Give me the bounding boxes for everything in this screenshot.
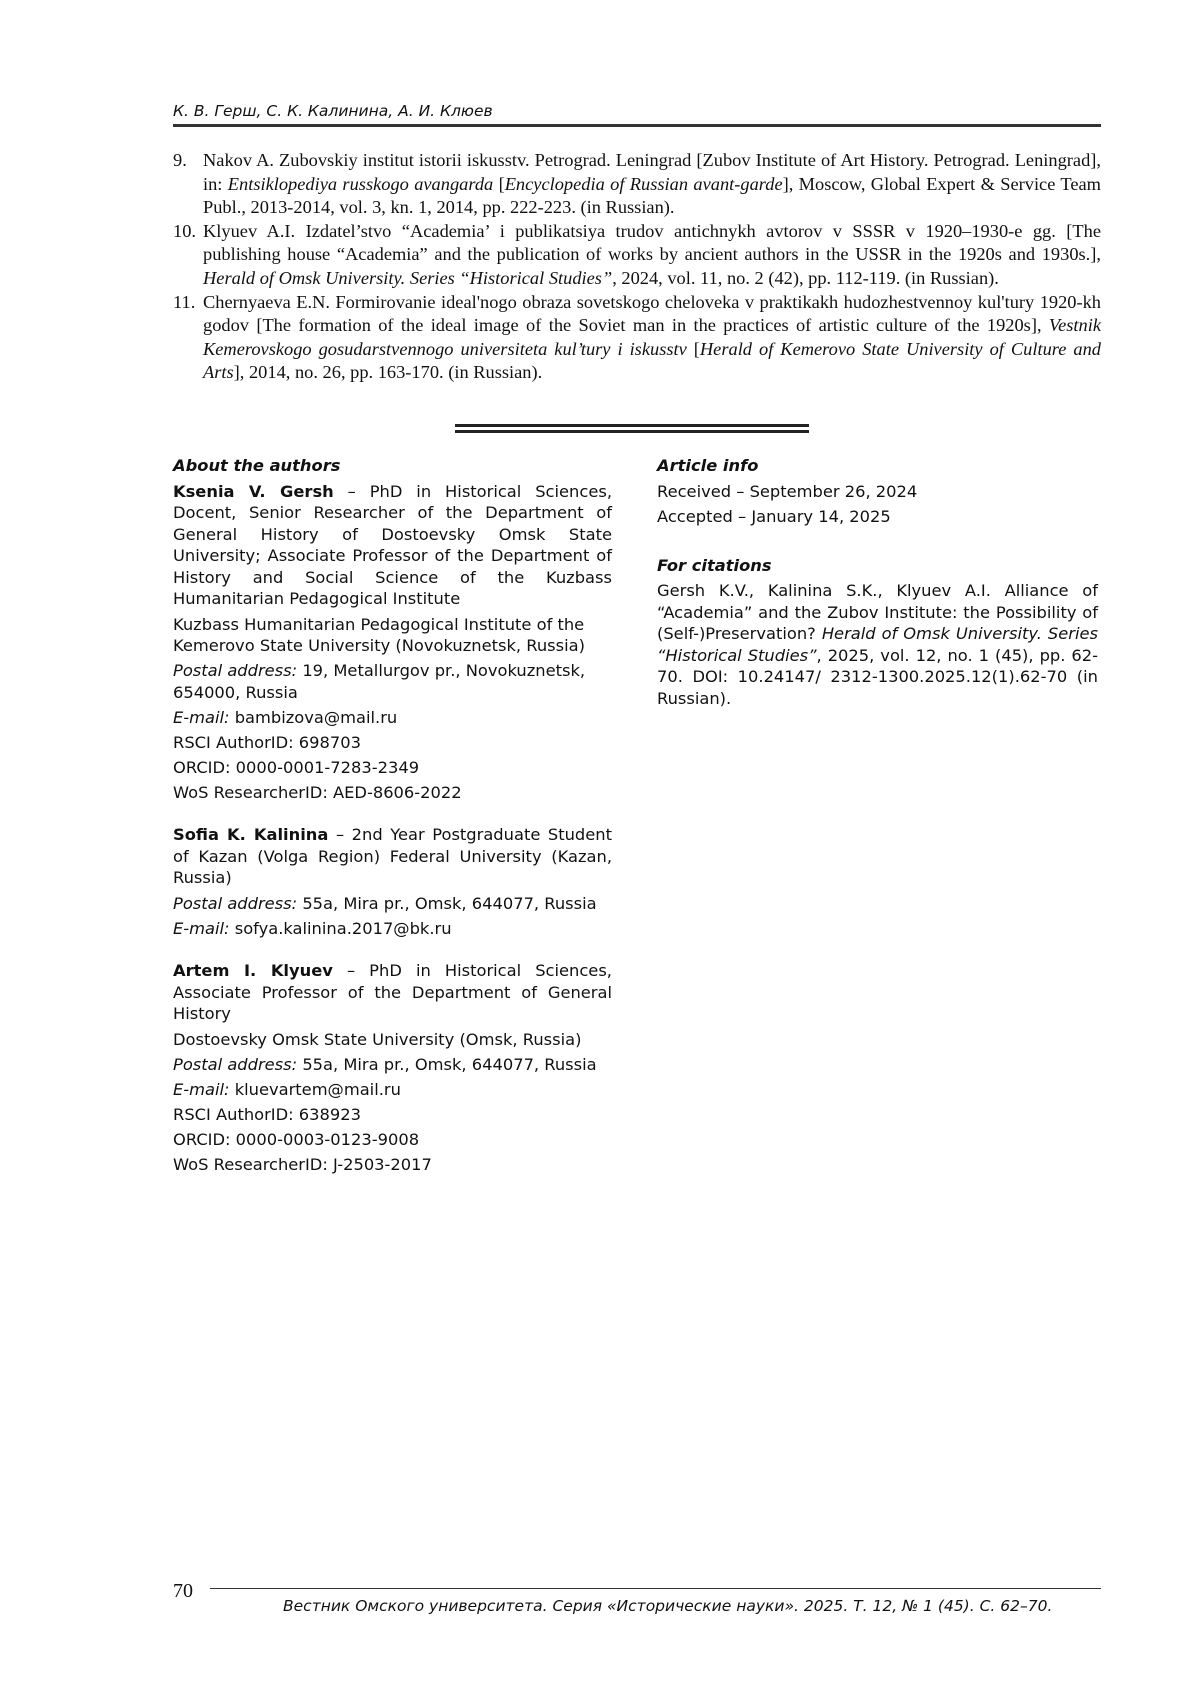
author-wos-id: WoS ResearcherID: AED-8606-2022 xyxy=(173,782,462,802)
author-affiliation: Dostoevsky Omsk State University (Omsk, Russia) xyxy=(173,1029,582,1049)
citation-text: Gersh K.V., Kalinina S.K., Klyuev A.I. Alliance of “Academia” and the Zubov Institute: the Possibility of (Self-)Preservation? Herald of Omsk University. Series “Historical Studies”, 2025, vol. 12, no. 1 (45), pp. 62-70. DOI: 10.24147/ 2312-1300.2025.12(1).62-70 (in Russian). xyxy=(657,581,1099,708)
author-bio: Artem I. Klyuev – PhD in Historical Sciences, Associate Professor of the Department of General History xyxy=(173,961,612,1023)
author-bio: Sofia K. Kalinina – 2nd Year Postgraduate Student of Kazan (Volga Region) Federal University (Kazan, Russia) xyxy=(173,825,612,887)
author-bio: Ksenia V. Gersh – PhD in Historical Sciences, Docent, Senior Researcher of the Department of General History of Dostoevsky Omsk State University; Associate Professor of the Department of History and Social Science of the Kuzbass Humanitarian Pedagogical Institute xyxy=(173,481,612,608)
author-postal: Postal address: 55a, Mira pr., Omsk, 644077, Russia xyxy=(173,893,597,913)
reference-text: Nakov A. Zubovskiy institut istorii iskusstv. Petrograd. Leningrad [Zubov Institute of Art History. Petrograd. Leningrad], in: Entsiklopediya russkogo avangarda [Encyclopedia of Russian avant-garde], Moscow, Global Expert & Service Team Publ., 2013-2014, vol. 3, kn. 1, 2014, pp. 222-223. (in Russian). xyxy=(203,150,1101,218)
reference-list xyxy=(173,149,1101,385)
reference-item xyxy=(173,220,1101,291)
author-orcid: ORCID: 0000-0003-0123-9008 xyxy=(173,1129,420,1149)
author-block xyxy=(173,960,612,1175)
citations-title: For citations xyxy=(657,555,772,575)
author-email: E-mail: kluevartem@mail.ru xyxy=(173,1079,401,1099)
article-info-section xyxy=(657,455,1098,709)
running-header: К. В. Герш, С. К. Калинина, А. И. Клюев xyxy=(173,102,1101,127)
article-info-title: Article info xyxy=(657,456,759,475)
reference-text: Chernyaeva E.N. Formirovanie ideal'nogo obraza sovetskogo cheloveka v praktikakh hudozhestvennoy kul'tury 1920-kh godov [The formation of the ideal image of the Soviet man in the practices of artistic culture of the 1920s], Vestnik Kemerovskogo gosudarstvennogo universiteta kul’tury i iskusstv [Herald of Kemerovo State University of Culture and Arts], 2014, no. 26, pp. 163-170. (in Russian). xyxy=(203,291,1101,383)
author-email: E-mail: sofya.kalinina.2017@bk.ru xyxy=(173,918,452,938)
footer-rule xyxy=(210,1588,1101,1589)
author-name: Artem I. Klyuev xyxy=(173,961,333,980)
reference-number: 10. xyxy=(173,220,196,241)
reference-number: 11. xyxy=(173,291,196,312)
received-date: Received – September 26, 2024 xyxy=(657,481,918,501)
section-divider xyxy=(455,424,809,433)
about-authors-title: About the authors xyxy=(173,456,341,475)
author-affiliation: Kuzbass Humanitarian Pedagogical Institute of the Kemerovo State University (Novokuznetsk, Russia) xyxy=(173,614,585,655)
author-name: Ksenia V. Gersh xyxy=(173,481,334,501)
author-orcid: ORCID: 0000-0001-7283-2349 xyxy=(173,757,420,777)
author-rsci-id: RSCI AuthorID: 698703 xyxy=(173,732,361,752)
author-wos-id: WoS ResearcherID: J-2503-2017 xyxy=(173,1154,432,1174)
about-authors-section xyxy=(173,455,612,1196)
author-rsci-id: RSCI AuthorID: 638923 xyxy=(173,1104,361,1124)
author-postal: Postal address: 19, Metallurgov pr., Novokuznetsk, 654000, Russia xyxy=(173,661,586,702)
author-block xyxy=(173,481,612,804)
reference-item xyxy=(173,149,1101,220)
accepted-date: Accepted – January 14, 2025 xyxy=(657,506,891,526)
reference-number: 9. xyxy=(173,150,187,170)
journal-footer: Вестник Омского университета. Серия «Исторические науки». 2025. Т. 12, № 1 (45). С. 62–70. xyxy=(283,1597,1053,1615)
reference-item xyxy=(173,291,1101,385)
author-name: Sofia K. Kalinina xyxy=(173,825,329,844)
page-number: 70 xyxy=(173,1580,193,1602)
author-email: E-mail: bambizova@mail.ru xyxy=(173,707,398,727)
author-block xyxy=(173,824,612,939)
reference-text: Klyuev A.I. Izdatel’stvo “Academia’ i publikatsiya trudov antichnykh avtorov v SSSR v 1920–1930-e gg. [The publishing house “Academia” and the publication of works by ancient authors in the USSR in the 1920s and 1930s.], Herald of Omsk University. Series “Historical Studies”, 2024, vol. 11, no. 2 (42), pp. 112-119. (in Russian). xyxy=(203,220,1101,288)
author-postal: Postal address: 55a, Mira pr., Omsk, 644077, Russia xyxy=(173,1054,597,1074)
